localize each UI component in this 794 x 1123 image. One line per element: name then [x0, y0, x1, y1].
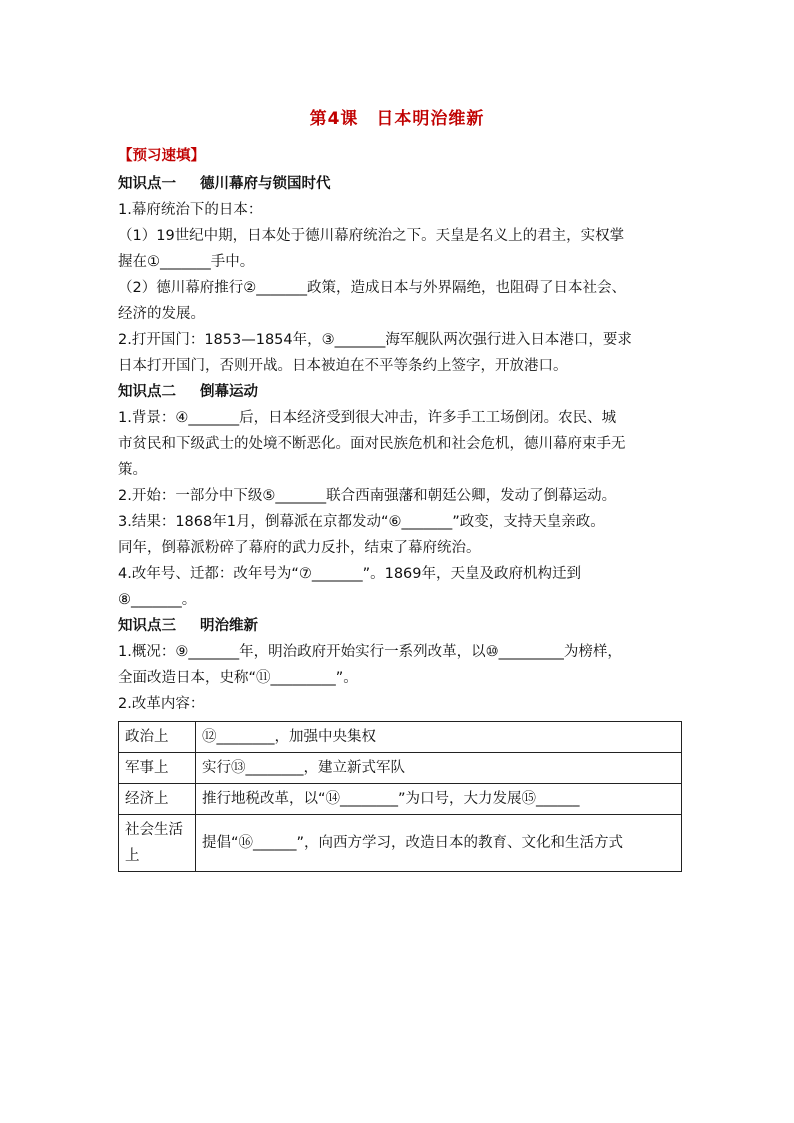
- text-line: 1.概况：⑨_______年，明治政府开始实行一系列改革，以⑩_________为榜样，: [118, 644, 622, 660]
- text-line: 2.开始：一部分中下级⑤_______联合西南强藩和朝廷公卿，发动了倒幕运动。: [118, 488, 617, 504]
- table-cell-category: 经济上: [119, 784, 196, 815]
- section-title: 明治维新: [200, 618, 258, 634]
- section-title: 德川幕府与锁国时代: [200, 176, 331, 192]
- reform-table: [118, 721, 682, 872]
- section-number: 知识点一: [118, 176, 176, 192]
- table-cell-content: 提倡“⑯______”，向西方学习，改造日本的教育、文化和生活方式: [196, 815, 682, 872]
- section-number: 知识点二: [118, 384, 176, 400]
- preview-tag: 【预习速填】: [118, 148, 205, 164]
- text-line: 2.改革内容：: [118, 696, 205, 712]
- text-line: 1.幕府统治下的日本：: [118, 202, 263, 218]
- document-body: [118, 143, 678, 872]
- text-line: ⑧_______。: [118, 592, 197, 608]
- table-cell-category: 军事上: [119, 753, 196, 784]
- text-line: 4.改年号、迁都：改年号为“⑦_______”。1869年，天皇及政府机构迁到: [118, 566, 582, 582]
- text-line: 策。: [118, 462, 147, 478]
- text-line: 1.背景：④_______后，日本经济受到很大冲击，许多手工工场倒闭。农民、城: [118, 410, 617, 426]
- table-cell-content: 推行地税改革，以“⑭________”为口号，大力发展⑮______: [196, 784, 682, 815]
- text-line: 全面改造日本，史称“⑪_________”。: [118, 670, 358, 686]
- table-cell-category: 社会生活上: [119, 815, 196, 872]
- lesson-title: 第4课 日本明治维新: [309, 109, 485, 129]
- section-3: [118, 613, 678, 717]
- section-heading: [118, 379, 678, 405]
- text-line: 3.结果：1868年1月，倒幕派在京都发动“⑥_______”政变，支持天皇亲政。: [118, 514, 605, 530]
- text-line: 日本打开国门，否则开战。日本被迫在不平等条约上签字，开放港口。: [118, 358, 568, 374]
- section-heading: [118, 613, 678, 639]
- table-row: [119, 815, 682, 872]
- section-number: 知识点三: [118, 618, 176, 634]
- text-line: （2）德川幕府推行②_______政策，造成日本与外界隔绝，也阻碍了日本社会、: [118, 280, 626, 296]
- table-row: [119, 722, 682, 753]
- section-heading: [118, 171, 678, 197]
- section-1: [118, 171, 678, 379]
- table-row: [119, 753, 682, 784]
- text-line: （1）19世纪中期，日本处于德川幕府统治之下。天皇是名义上的君主，实权掌: [118, 228, 625, 244]
- table-cell-content: 实行⑬________，建立新式军队: [196, 753, 682, 784]
- table-cell-content: ⑫________，加强中央集权: [196, 722, 682, 753]
- table-row: [119, 784, 682, 815]
- text-line: 同年，倒幕派粉碎了幕府的武力反扑，结束了幕府统治。: [118, 540, 481, 556]
- text-line: 经济的发展。: [118, 306, 205, 322]
- text-line: 2.打开国门：1853—1854年，③_______海军舰队两次强行进入日本港口，要求: [118, 332, 632, 348]
- section-title: 倒幕运动: [200, 384, 258, 400]
- section-2: [118, 379, 678, 613]
- text-line: 市贫民和下级武士的处境不断恶化。面对民族危机和社会危机，德川幕府束手无: [118, 436, 626, 452]
- table-cell-category: 政治上: [119, 722, 196, 753]
- text-line: 握在①_______手中。: [118, 254, 255, 270]
